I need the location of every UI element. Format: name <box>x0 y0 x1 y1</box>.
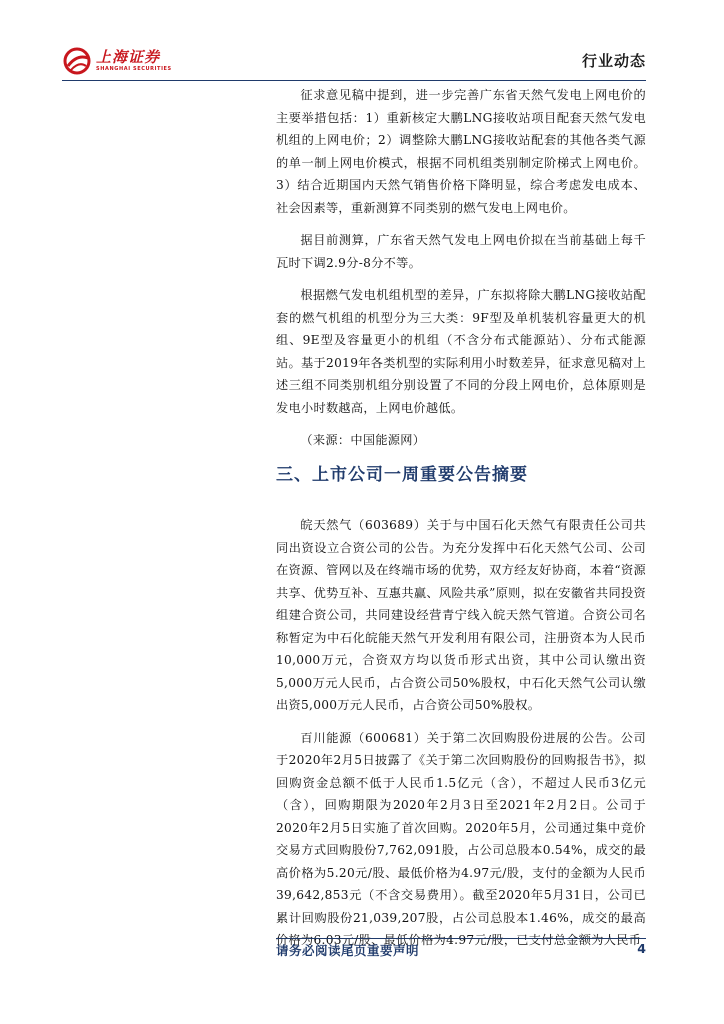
logo-emblem-icon <box>62 46 92 76</box>
paragraph: 据目前测算，广东省天然气发电上网电价拟在当前基础上每千瓦时下调2.9分-8分不等。 <box>276 233 646 270</box>
page-header <box>62 46 646 80</box>
paragraph: 百川能源（600681）关于第二次回购股份进展的公告。公司于2020年2月5日披露了《关于第二次回购股份的回购报告书》，拟回购资金总额不低于人民币1.5亿元（含），不超过人民币3亿元（含），回购期限为2020年2月3日至2021年2月2日。公司于2020年2月5日实施了首次回购。2020年5月，公司通过集中竞价交易方式回购股份7,762,091股，占公司总股本0.54%，成交的最高价格为5.20元/股、最低价格为4.97元/股，支付的金额为人民币39,642,853元（不含交易费用）。截至2020年5月31日，公司已累计回购股份21,039,207股，占公司总股本1.46%，成交的最高价格为6.03元/股、最低价格为4.97元/股，已支付总金额为人民币 <box>276 730 646 947</box>
footer-disclaimer: 请务必阅读尾页重要声明 <box>276 943 420 958</box>
body-section-2 <box>276 514 646 962</box>
paragraph: 皖天然气（603689）关于与中国石化天然气有限责任公司共同出资设立合资公司的公告。为充分发挥中石化天然气公司、公司在资源、管网以及在终端市场的优势，双方经友好协商，本着“资源共享、优势互补、互惠共赢、风险共承”原则，拟在安徽省共同投资组建合资公司，共同建设经营青宁线入皖天然气管道。合资公司名称暂定为中石化皖能天然气开发利用有限公司，注册资本为人民币10,000万元，合资双方均以货币形式出资，其中公司认缴出资5,000万元人民币，占合资公司50%股权，中石化天然气公司认缴出资5,000万元人民币，占合资公司50%股权。 <box>276 518 646 712</box>
body-section-1 <box>276 84 646 462</box>
company-logo <box>62 46 172 76</box>
footer-divider <box>276 938 646 939</box>
source-note: （来源：中国能源网） <box>300 433 426 447</box>
header-divider <box>62 80 646 81</box>
paragraph: 根据燃气发电机组机型的差异，广东拟将除大鹏LNG接收站配套的燃气机组的机型分为三大类：9F型及单机装机容量更大的机组、9E型及容量更小的机组（不含分布式能源站）、分布式能源站。基于2019年各类机型的实际利用小时数差异，征求意见稿对上述三组不同类别机组分别设置了不同的分段上网电价，总体原则是发电小时数越高，上网电价越低。 <box>276 288 646 415</box>
section-label: 行业动态 <box>581 52 646 70</box>
section-heading: 三、上市公司一周重要公告摘要 <box>276 465 528 485</box>
paragraph: 征求意见稿中提到，进一步完善广东省天然气发电上网电价的主要举措包括：1）重新核定大鹏LNG接收站项目配套天然气发电机组的上网电价；2）调整除大鹏LNG接收站配套的其他各类气源的单一制上网电价模式，根据不同机组类别制定阶梯式上网电价。3）结合近期国内天然气销售价格下降明显，综合考虑发电成本、社会因素等，重新测算不同类别的燃气发电上网电价。 <box>276 88 646 215</box>
page-number: 4 <box>637 941 646 956</box>
logo-chinese-name: 上海证券 <box>96 48 161 66</box>
logo-english-name: SHANGHAI SECURITIES <box>96 66 172 72</box>
